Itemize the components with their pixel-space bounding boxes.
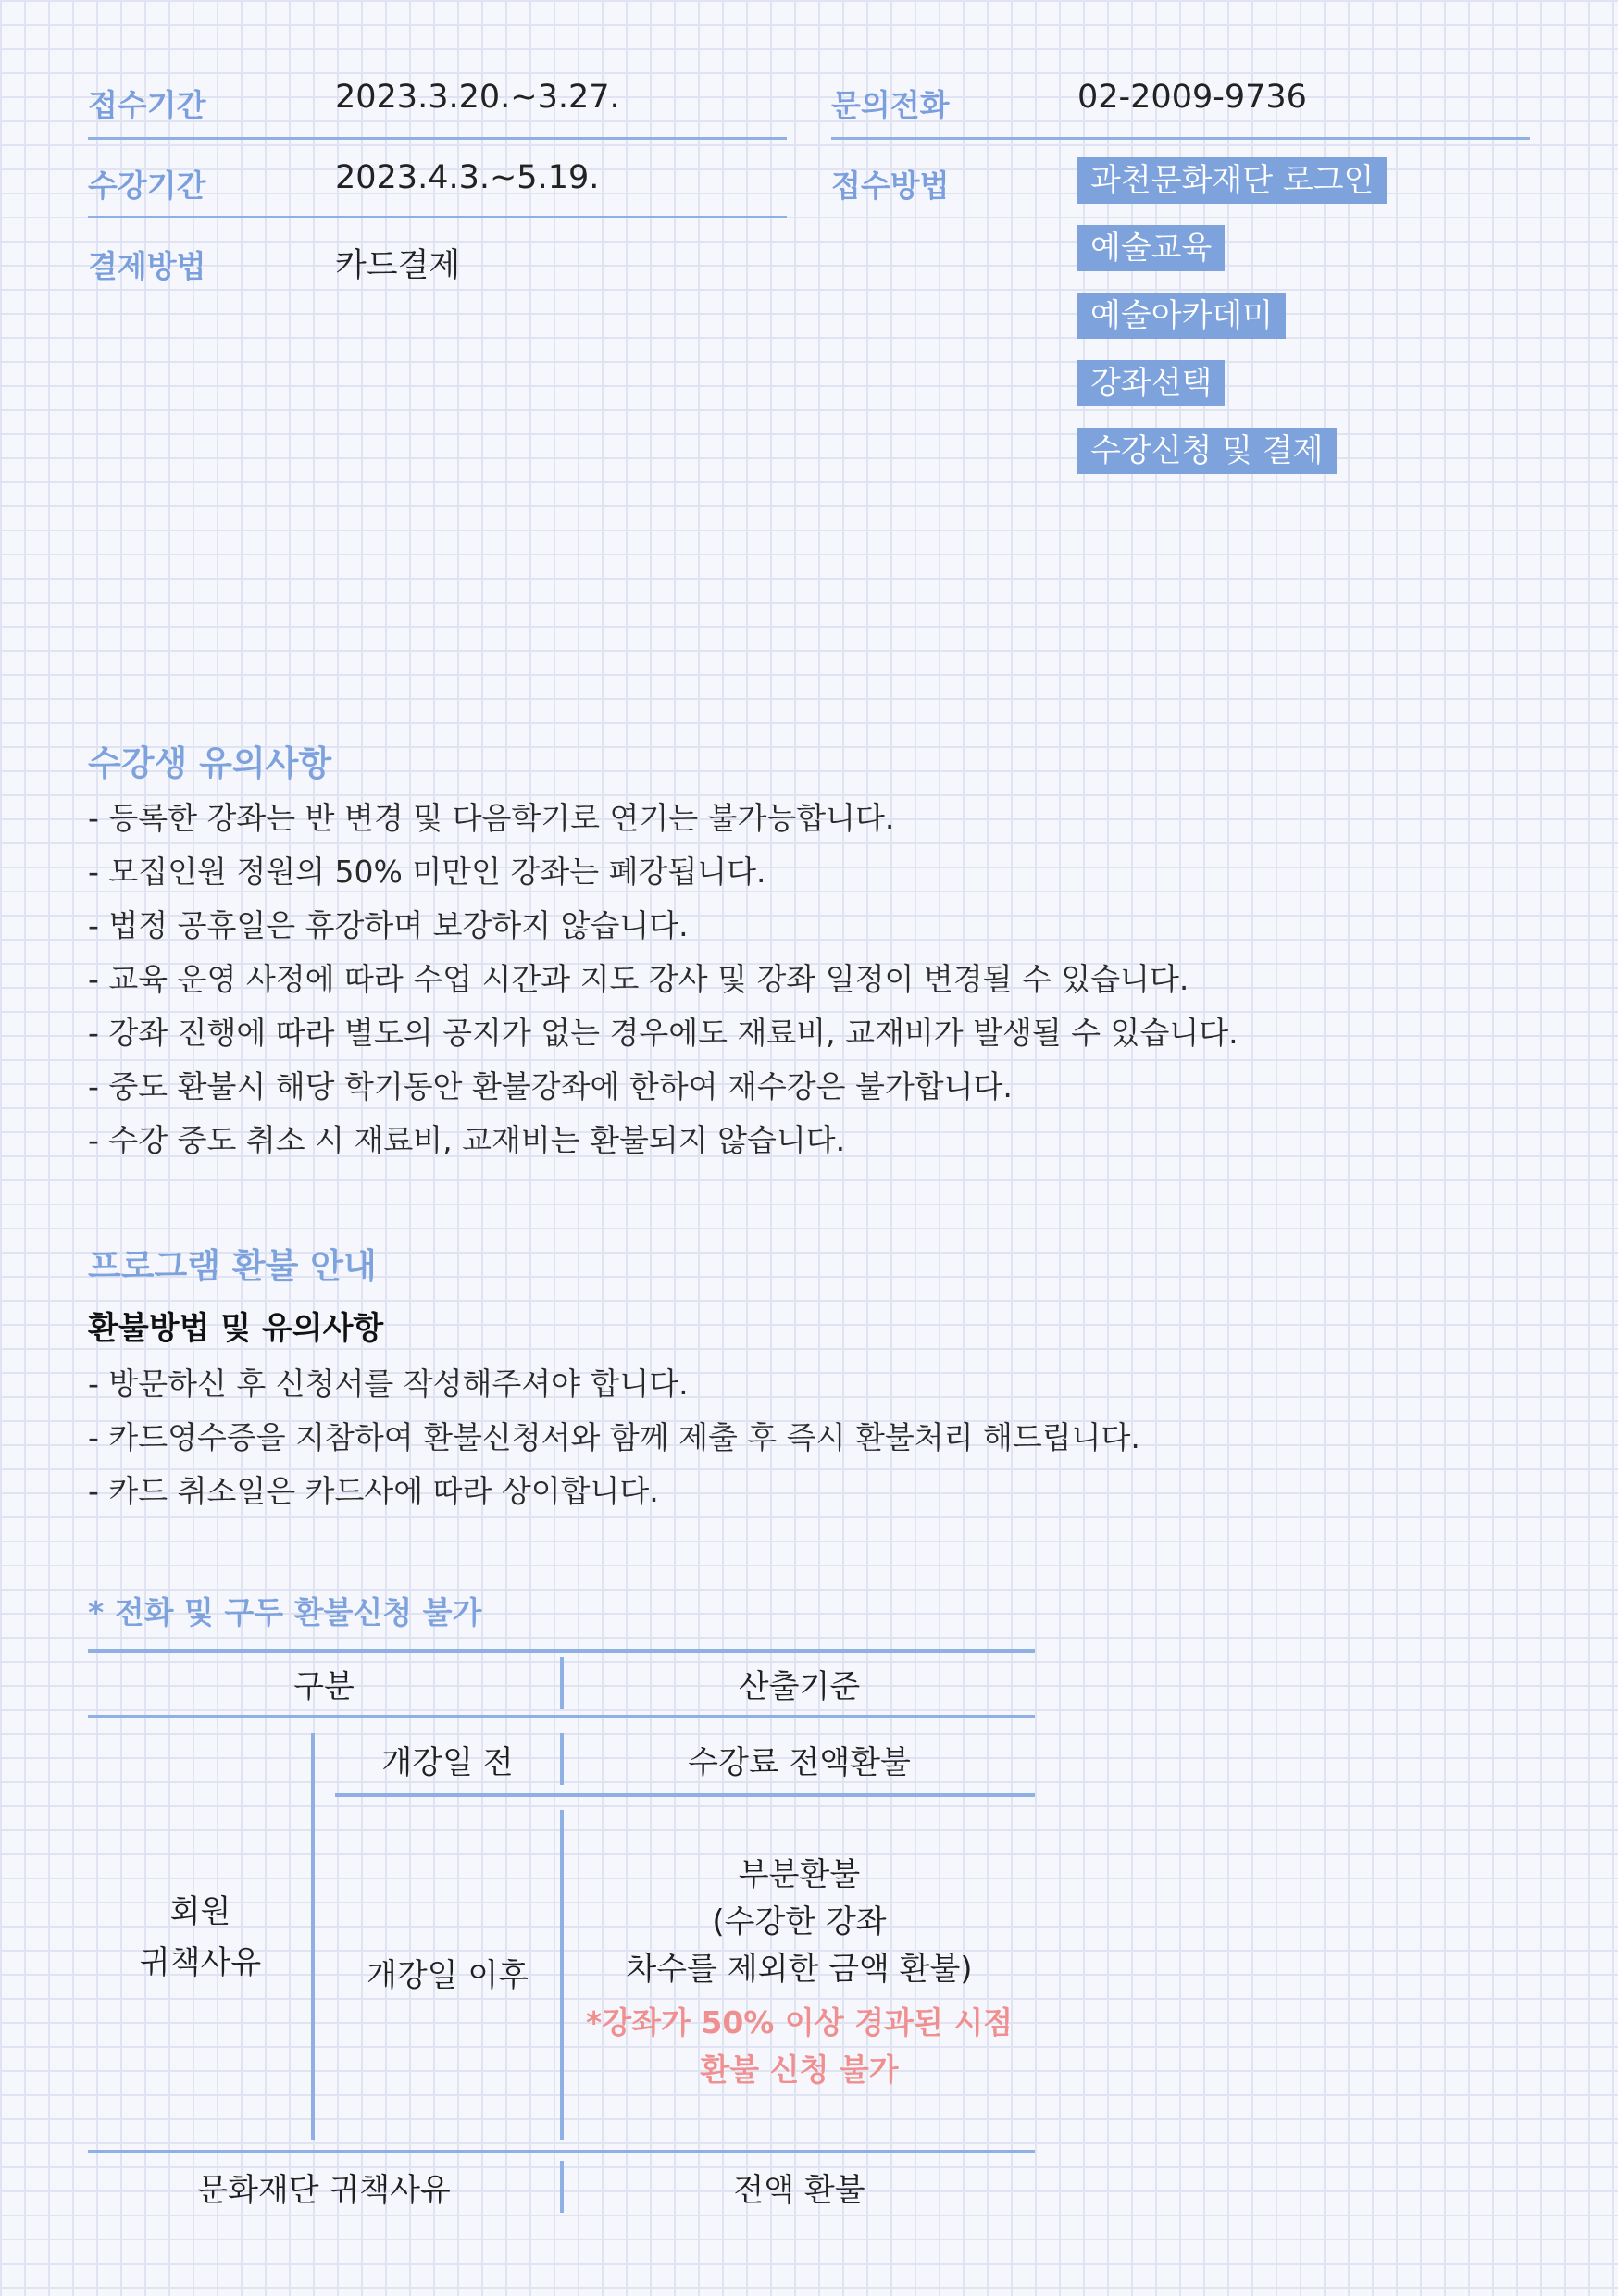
warning-line1: *강좌가 50% 이상 경과된 시점 bbox=[586, 2003, 1013, 2040]
list-item: - 카드영수증을 지참하여 환불신청서와 함께 제출 후 즉시 환불처리 해드립니다. bbox=[88, 1419, 1140, 1455]
member-fault-line1: 회원 bbox=[169, 1893, 231, 1930]
divider bbox=[88, 137, 787, 140]
step-login-tag[interactable]: 과천문화재단 로그인 bbox=[1077, 157, 1387, 204]
refund-title: 프로그램 환불 안내 bbox=[88, 1246, 377, 1286]
notice-list bbox=[88, 792, 1238, 1167]
reception-period-value: 2023.3.20.~3.27. bbox=[335, 79, 620, 116]
warning-line2: 환불 신청 불가 bbox=[700, 2051, 899, 2088]
foundation-fault-label: 문화재단 귀책사유 bbox=[197, 2171, 451, 2209]
phone-refund-note: * 전화 및 구두 환불신청 불가 bbox=[88, 1594, 482, 1630]
list-item: - 모집인원 정원의 50% 미만인 강좌는 폐강됩니다. bbox=[88, 854, 766, 890]
divider bbox=[831, 137, 1530, 140]
list-item: - 중도 환불시 해당 학기동안 환불강좌에 한하여 재수강은 불가합니다. bbox=[88, 1068, 1013, 1104]
table-line bbox=[335, 1793, 1035, 1797]
apply-method-label: 접수방법 bbox=[831, 168, 950, 204]
header-category: 구분 bbox=[293, 1668, 355, 1705]
refund-list bbox=[88, 1357, 1140, 1518]
partial-refund-line1: 부분환불 bbox=[738, 1855, 861, 1893]
step-register-pay-tag[interactable]: 수강신청 및 결제 bbox=[1077, 428, 1337, 474]
payment-method-label: 결제방법 bbox=[88, 248, 206, 284]
class-period-value: 2023.4.3.~5.19. bbox=[335, 159, 600, 196]
partial-refund-line2: (수강한 강좌 bbox=[712, 1903, 887, 1940]
refund-subtitle: 환불방법 및 유의사항 bbox=[88, 1310, 384, 1347]
before-start-label: 개강일 전 bbox=[381, 1743, 514, 1781]
inquiry-phone-value: 02-2009-9736 bbox=[1077, 79, 1307, 116]
list-item: - 등록한 강좌는 반 변경 및 다음학기로 연기는 불가능합니다. bbox=[88, 800, 895, 836]
before-start-value: 수강료 전액환불 bbox=[688, 1743, 911, 1781]
class-period-label: 수강기간 bbox=[88, 168, 206, 204]
after-start-value bbox=[564, 1801, 1035, 2143]
step-art-education-tag[interactable]: 예술교육 bbox=[1077, 225, 1225, 271]
member-fault-cell bbox=[88, 1718, 313, 2150]
after-start-label: 개강일 이후 bbox=[366, 1956, 529, 1994]
notice-title: 수강생 유의사항 bbox=[88, 743, 332, 783]
list-item: - 교육 운영 사정에 따라 수업 시간과 지도 강사 및 강좌 일정이 변경될 수 있습니다. bbox=[88, 961, 1189, 997]
divider bbox=[88, 216, 787, 218]
list-item: - 강좌 진행에 따라 별도의 공지가 없는 경우에도 재료비, 교재비가 발생될 수 있습니다. bbox=[88, 1015, 1238, 1051]
member-fault-line2: 귀책사유 bbox=[139, 1944, 262, 1981]
list-item: - 법정 공휴일은 휴강하며 보강하지 않습니다. bbox=[88, 907, 689, 943]
table-line bbox=[311, 1733, 315, 2140]
foundation-fault-value: 전액 환불 bbox=[733, 2171, 865, 2209]
reception-period-label: 접수기간 bbox=[88, 87, 206, 123]
payment-method-value: 카드결제 bbox=[335, 247, 461, 284]
partial-refund-line3: 차수를 제외한 금액 환불) bbox=[626, 1950, 973, 1988]
list-item: - 수강 중도 취소 시 재료비, 교재비는 환불되지 않습니다. bbox=[88, 1122, 846, 1158]
step-course-select-tag[interactable]: 강좌선택 bbox=[1077, 360, 1225, 406]
list-item: - 방문하신 후 신청서를 작성해주셔야 합니다. bbox=[88, 1366, 689, 1402]
inquiry-phone-label: 문의전화 bbox=[831, 87, 950, 123]
step-art-academy-tag[interactable]: 예술아카데미 bbox=[1077, 293, 1286, 339]
header-criteria: 산출기준 bbox=[738, 1668, 861, 1705]
list-item: - 카드 취소일은 카드사에 따라 상이합니다. bbox=[88, 1473, 659, 1509]
